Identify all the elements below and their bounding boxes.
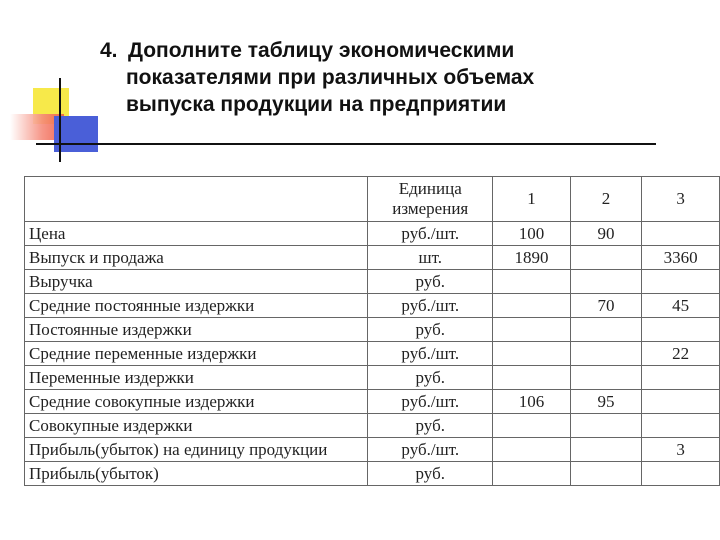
row-value-2-cell (570, 462, 641, 486)
row-value-1-cell (493, 366, 571, 390)
row-indicator-cell: Средние переменные издержки (25, 342, 368, 366)
row-value-2-cell (570, 342, 641, 366)
row-indicator-cell: Постоянные издержки (25, 318, 368, 342)
header-col-3: 3 (642, 177, 720, 222)
row-value-1-cell (493, 342, 571, 366)
row-unit-cell: руб. (368, 366, 493, 390)
table-row (25, 438, 720, 462)
row-unit-cell: руб./шт. (368, 390, 493, 414)
table-row (25, 342, 720, 366)
row-unit-cell: шт. (368, 246, 493, 270)
row-value-3-cell (642, 366, 720, 390)
row-value-1-cell (493, 270, 571, 294)
row-indicator-cell: Выручка (25, 270, 368, 294)
row-value-3-cell (642, 414, 720, 438)
row-unit-cell: руб. (368, 462, 493, 486)
header-unit-line-1: Единица (398, 179, 462, 198)
table-row (25, 246, 720, 270)
header-indicator-cell (25, 177, 368, 222)
row-value-2-cell (570, 414, 641, 438)
title-line-1: Дополните таблицу экономическими (128, 39, 515, 62)
economic-indicators-table (24, 176, 720, 486)
row-value-1-cell: 106 (493, 390, 571, 414)
row-value-1-cell (493, 414, 571, 438)
row-value-3-cell (642, 318, 720, 342)
table-row (25, 462, 720, 486)
row-value-2-cell: 90 (570, 222, 641, 246)
row-value-2-cell (570, 270, 641, 294)
row-indicator-cell: Совокупные издержки (25, 414, 368, 438)
row-indicator-cell: Прибыль(убыток) на единицу продукции (25, 438, 368, 462)
row-value-1-cell (493, 438, 571, 462)
row-value-2-cell (570, 246, 641, 270)
row-unit-cell: руб. (368, 270, 493, 294)
row-value-3-cell: 3360 (642, 246, 720, 270)
table-row (25, 318, 720, 342)
row-unit-cell: руб./шт. (368, 342, 493, 366)
row-value-1-cell (493, 318, 571, 342)
row-value-1-cell: 1890 (493, 246, 571, 270)
table-row (25, 270, 720, 294)
decor-horizontal-line (36, 143, 656, 145)
row-value-3-cell: 3 (642, 438, 720, 462)
slide-title (100, 37, 700, 118)
row-value-2-cell (570, 366, 641, 390)
table-row (25, 390, 720, 414)
row-value-3-cell: 22 (642, 342, 720, 366)
table-row (25, 414, 720, 438)
row-value-3-cell (642, 462, 720, 486)
row-unit-cell: руб. (368, 414, 493, 438)
row-indicator-cell: Средние постоянные издержки (25, 294, 368, 318)
table-row (25, 294, 720, 318)
header-unit-line-2: измерения (392, 199, 469, 218)
title-number: 4. (100, 39, 118, 62)
title-line-2: показателями при различных объемах (126, 66, 535, 89)
row-indicator-cell: Средние совокупные издержки (25, 390, 368, 414)
row-value-3-cell (642, 270, 720, 294)
row-value-2-cell (570, 318, 641, 342)
row-indicator-cell: Переменные издержки (25, 366, 368, 390)
table-row (25, 366, 720, 390)
row-unit-cell: руб. (368, 318, 493, 342)
row-indicator-cell: Цена (25, 222, 368, 246)
row-indicator-cell: Выпуск и продажа (25, 246, 368, 270)
row-value-1-cell (493, 462, 571, 486)
header-col-1: 1 (493, 177, 571, 222)
row-value-3-cell (642, 390, 720, 414)
row-value-1-cell: 100 (493, 222, 571, 246)
title-line-3: выпуска продукции на предприятии (126, 93, 507, 116)
row-unit-cell: руб./шт. (368, 438, 493, 462)
row-value-3-cell (642, 222, 720, 246)
row-value-2-cell: 95 (570, 390, 641, 414)
row-value-2-cell (570, 438, 641, 462)
header-unit-cell (368, 177, 493, 222)
row-indicator-cell: Прибыль(убыток) (25, 462, 368, 486)
row-value-2-cell: 70 (570, 294, 641, 318)
header-col-2: 2 (570, 177, 641, 222)
row-value-1-cell (493, 294, 571, 318)
row-unit-cell: руб./шт. (368, 222, 493, 246)
decor-vertical-line (59, 78, 61, 162)
row-value-3-cell: 45 (642, 294, 720, 318)
table-row (25, 222, 720, 246)
table-header-row (25, 177, 720, 222)
row-unit-cell: руб./шт. (368, 294, 493, 318)
